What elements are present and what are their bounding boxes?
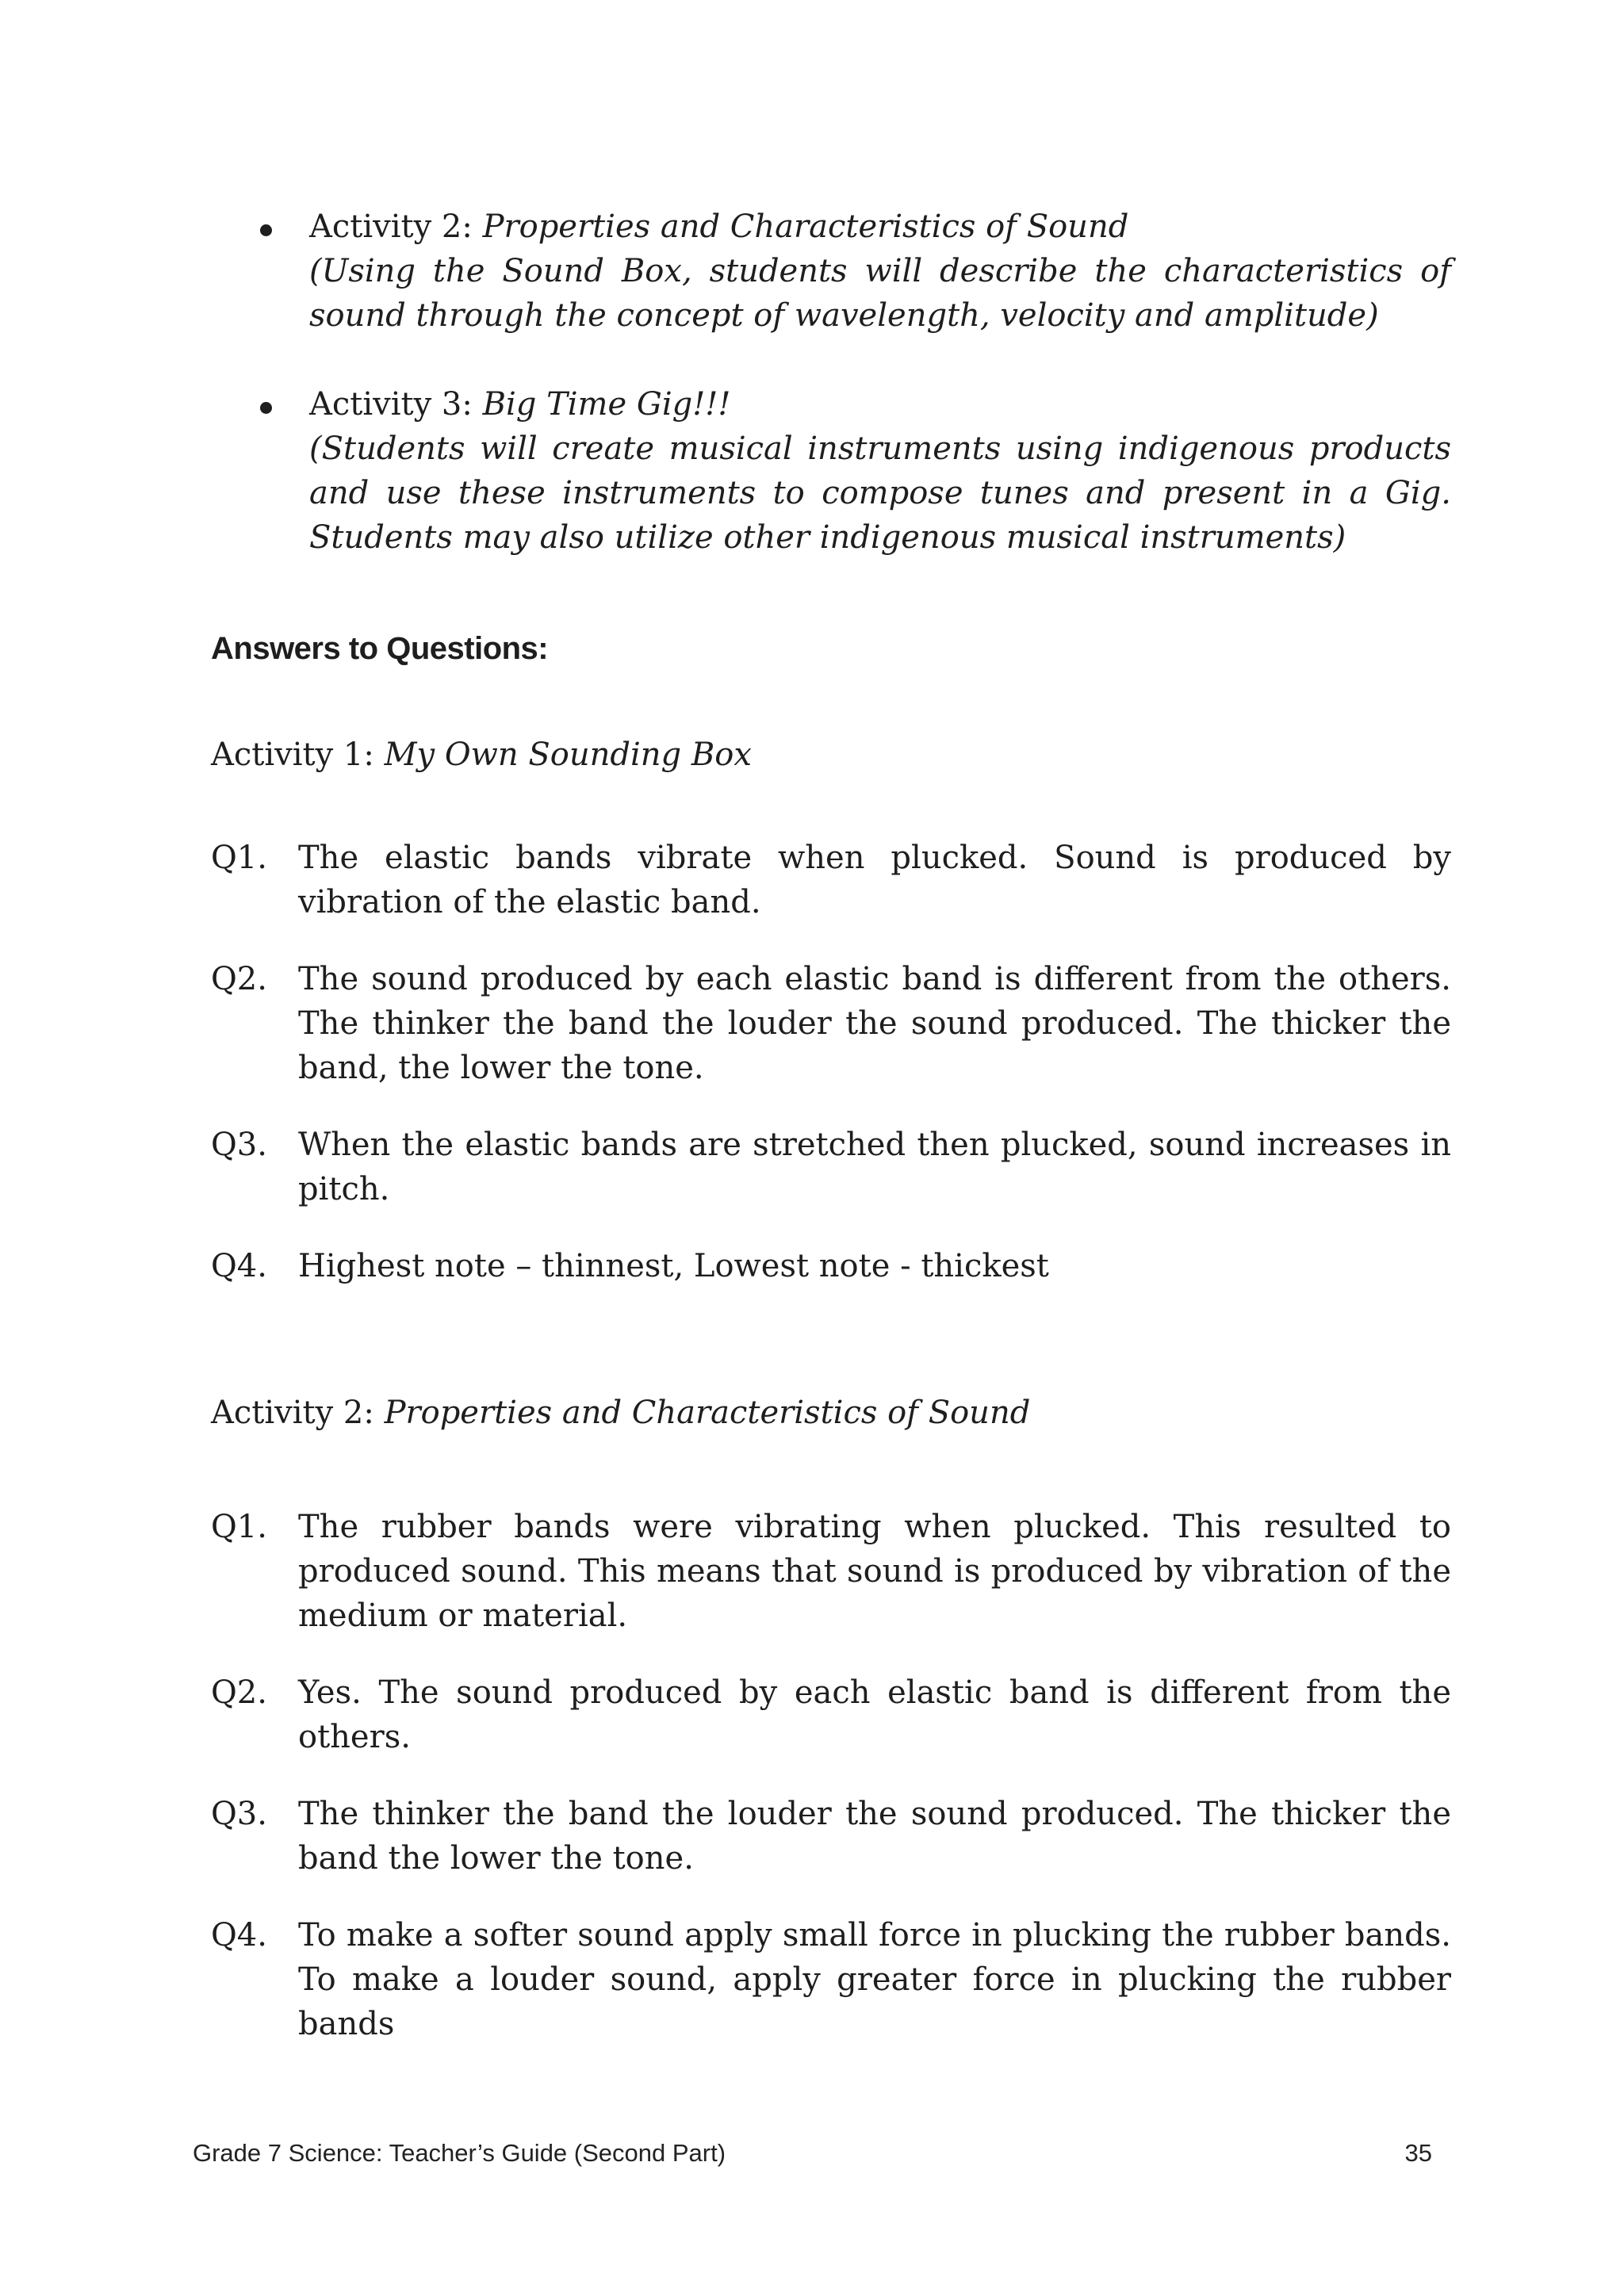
answer-list-activity-1: [211, 836, 1451, 1321]
answers-heading: Answers to Questions:: [211, 631, 549, 666]
answer-item: [211, 1792, 1451, 1881]
question-number: Q2.: [211, 961, 267, 997]
answer-item: [211, 1505, 1451, 1638]
answer-text: The rubber bands were vibrating when plucked. This resulted to produced sound. This means that sound is produced by vibration of the medium or material.: [298, 1509, 1451, 1634]
section-prefix: Activity 1:: [211, 737, 385, 773]
answer-item: [211, 957, 1451, 1090]
answer-item: [211, 1123, 1451, 1211]
question-number: Q1.: [211, 840, 267, 876]
bullet-icon: [260, 402, 272, 414]
question-number: Q3.: [211, 1127, 267, 1163]
answer-item: [211, 1913, 1451, 2046]
answer-text: Yes. The sound produced by each elastic band is different from the others.: [298, 1674, 1451, 1755]
question-number: Q2.: [211, 1674, 267, 1711]
bullet-item-activity-3: [251, 382, 1451, 560]
answer-text: The elastic bands vibrate when plucked. Sound is produced by vibration of the elastic band.: [298, 840, 1451, 920]
answer-text: The thinker the band the louder the sound produced. The thicker the band the lower the tone.: [298, 1796, 1451, 1877]
question-number: Q1.: [211, 1509, 267, 1545]
page-number: 35: [1404, 2139, 1432, 2167]
section-heading-activity-1: [211, 733, 752, 777]
section-title: Properties and Characteristics of Sound: [384, 1395, 1031, 1431]
activity-bullet-list: [251, 205, 1451, 604]
bullet-title-line: [309, 205, 1451, 249]
bullet-title-line: [309, 382, 1451, 427]
question-number: Q4.: [211, 1248, 267, 1284]
section-title: My Own Sounding Box: [384, 737, 752, 773]
answer-list-activity-2: [211, 1505, 1451, 2079]
bullet-icon: [260, 224, 272, 236]
answer-text: To make a softer sound apply small force in plucking the rubber bands. To make a louder sound, apply greater force in plucking the rubber bands: [298, 1917, 1451, 2042]
footer-title: Grade 7 Science: Teacher’s Guide (Second Part): [193, 2139, 726, 2167]
section-heading-activity-2: [211, 1391, 1030, 1435]
answer-item: [211, 836, 1451, 924]
bullet-item-activity-2: [251, 205, 1451, 338]
bullet-description: (Students will create musical instruments using indigenous products and use these instruments to compose tunes and present in a Gig. Students may also utilize other indigenous musical instruments): [309, 430, 1451, 556]
bullet-prefix: Activity 3:: [309, 386, 483, 423]
bullet-title: Big Time Gig!!!: [482, 386, 731, 423]
question-number: Q4.: [211, 1917, 267, 1954]
answer-item: [211, 1244, 1451, 1288]
bullet-title: Properties and Characteristics of Sound: [482, 209, 1129, 245]
answer-text: Highest note – thinnest, Lowest note - thickest: [298, 1248, 1049, 1284]
section-prefix: Activity 2:: [211, 1395, 385, 1431]
answer-item: [211, 1670, 1451, 1759]
question-number: Q3.: [211, 1796, 267, 1832]
answer-text: When the elastic bands are stretched then plucked, sound increases in pitch.: [298, 1127, 1451, 1207]
bullet-description: (Using the Sound Box, students will describe the characteristics of sound through the concept of wavelength, velocity and amplitude): [309, 253, 1451, 334]
bullet-prefix: Activity 2:: [309, 209, 483, 245]
answer-text: The sound produced by each elastic band is different from the others. The thinker the band the louder the sound produced. The thicker the band, the lower the tone.: [298, 961, 1451, 1086]
